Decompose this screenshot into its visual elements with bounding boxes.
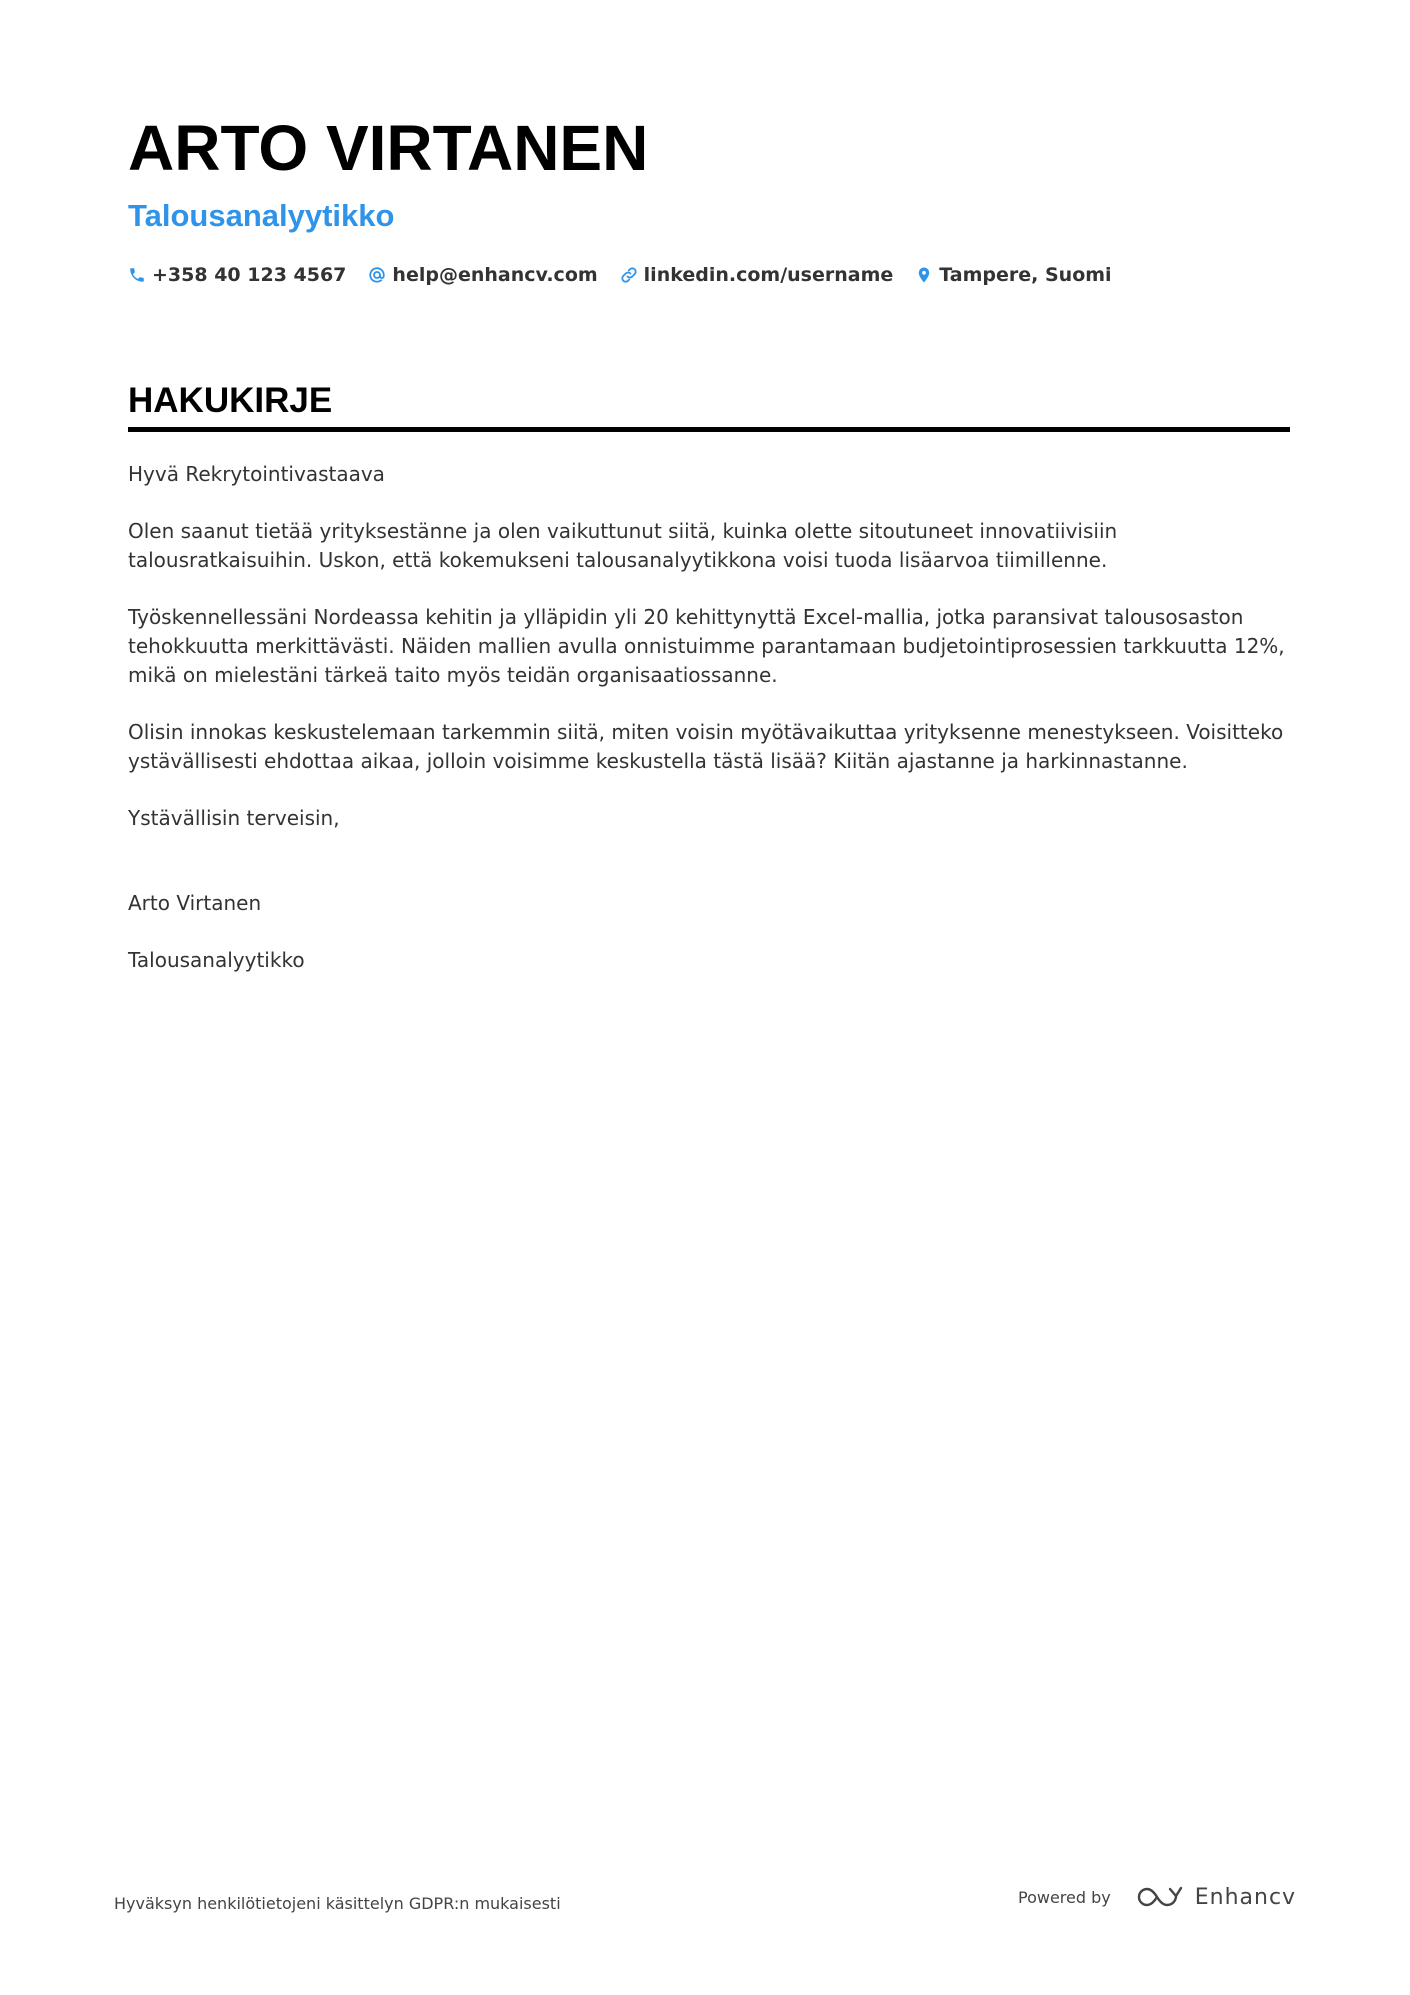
phone-icon: [128, 266, 146, 284]
gdpr-consent: Hyväksyn henkilötietojeni käsittelyn GDPR:n mukaisesti: [114, 1894, 561, 1913]
at-icon: [368, 266, 386, 284]
signature-spacer: [128, 861, 1290, 889]
link-icon: [620, 266, 638, 284]
section-divider: [128, 427, 1290, 432]
contact-bar: [128, 260, 1290, 290]
letter-paragraph: Olisin innokas keskustelemaan tarkemmin siitä, miten voisin myötävaikuttaa yrityksenne menestykseen. Voisitteko ystävällisesti ehdottaa aikaa, jolloin voisimme keskustella tästä lisää? Kiitän ajastanne ja harkinnastanne.: [128, 720, 1284, 773]
applicant-name: ARTO VIRTANEN: [128, 112, 649, 184]
letter-closing: Ystävällisin terveisin,: [128, 806, 340, 830]
letter-paragraph: Työskennellessäni Nordeassa kehitin ja ylläpidin yli 20 kehittynyttä Excel-mallia, jotka paransivat talousosaston tehokkuutta merkittävästi. Näiden mallien avulla onnistuimme parantamaan budjetointiprosessien tarkkuutta 12%, mikä on mielestäni tärkeä taito myös teidän organisaatiossanne.: [128, 605, 1285, 687]
signature-title: Talousanalyytikko: [128, 948, 305, 972]
signature-name: Arto Virtanen: [128, 891, 262, 915]
powered-by-badge[interactable]: [1018, 1884, 1296, 1910]
section-title: HAKUKIRJE: [128, 381, 333, 420]
location-text: Tampere, Suomi: [939, 264, 1112, 286]
cover-letter-page: [128, 110, 1290, 1003]
powered-by-label: Powered by: [1018, 1887, 1111, 1907]
linkedin-text: linkedin.com/username: [643, 264, 894, 286]
contact-linkedin[interactable]: [620, 264, 894, 286]
brand-name: Enhancv: [1194, 1884, 1297, 1910]
phone-text: +358 40 123 4567: [152, 264, 347, 286]
contact-phone[interactable]: [128, 264, 346, 286]
location-pin-icon: [915, 266, 933, 284]
enhancv-logo-icon: [1137, 1884, 1183, 1910]
letter-body: [128, 460, 1290, 975]
contact-location: [915, 264, 1111, 286]
letter-greeting: Hyvä Rekrytointivastaava: [128, 462, 385, 486]
applicant-title: Talousanalyytikko: [128, 198, 395, 233]
letter-paragraph: Olen saanut tietää yrityksestänne ja olen vaikuttunut siitä, kuinka olette sitoutuneet innovatiivisiin talousratkaisuihin. Uskon, että kokemukseni talousanalyytikkona voisi tuoda lisäarvoa tiimillenne.: [128, 519, 1118, 572]
email-text: help@enhancv.com: [392, 264, 598, 286]
contact-email[interactable]: [368, 264, 597, 286]
